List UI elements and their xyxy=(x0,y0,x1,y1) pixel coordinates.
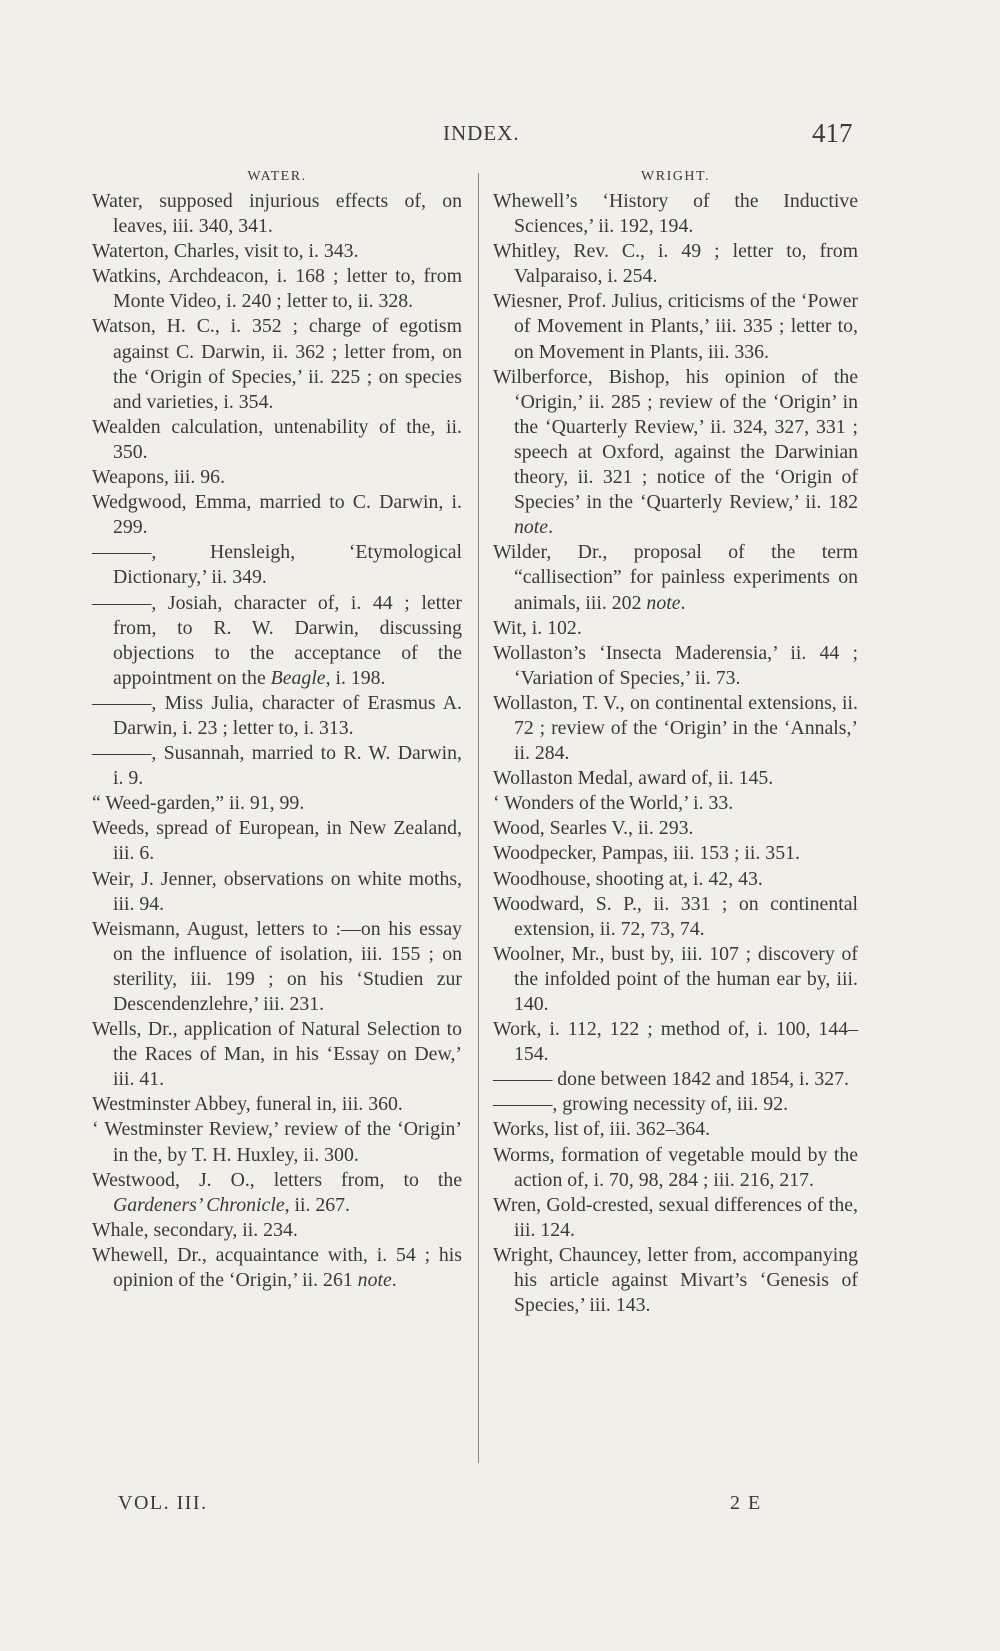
index-entry: Westwood, J. O., letters from, to the Gardeners’ Chronicle, ii. 267. xyxy=(92,1168,462,1216)
index-entry: ———, Hensleigh, ‘Etymological Dictionary,’ ii. 349. xyxy=(92,541,462,589)
right-column-heading: WRIGHT. xyxy=(641,169,710,184)
index-entry: ‘ Wonders of the World,’ i. 33. xyxy=(493,792,734,815)
index-entry: “ Weed-garden,” ii. 91, 99. xyxy=(92,792,305,815)
index-entry: Wilberforce, Bishop, his opinion of the ‘Origin,’ ii. 285 ; review of the ‘Origin’ in the ‘Quarterly Review,’ ii. 324, 327, 331 ; speech at Oxford, against the Darwinian theory, ii. 321 ; notice of the ‘Origin of Species’ in the ‘Quarterly Review,’ ii. 182 note. xyxy=(493,365,858,539)
index-entry: Wiesner, Prof. Julius, criticisms of the ‘Power of Movement in Plants,’ iii. 335 ; letter to, on Movement in Plants, iii. 336. xyxy=(493,290,858,363)
index-entry: Wilder, Dr., proposal of the term “callisection” for painless experiments on animals, iii. 202 note. xyxy=(493,541,858,614)
index-entry: Wit, i. 102. xyxy=(493,616,582,639)
index-entry: Weir, J. Jenner, observations on white moths, iii. 94. xyxy=(92,867,462,915)
index-entry: Whale, secondary, ii. 234. xyxy=(92,1218,298,1241)
right-index-column xyxy=(493,167,858,1318)
index-entry: Water, supposed injurious effects of, on leaves, iii. 340, 341. xyxy=(92,190,462,238)
index-entry: ———, Josiah, character of, i. 44 ; letter from, to R. W. Darwin, discussing objections to the acceptance of the appointment on the Beagle, i. 198. xyxy=(92,591,462,689)
left-column-heading: WATER. xyxy=(247,169,307,184)
index-entry: Woolner, Mr., bust by, iii. 107 ; discovery of the infolded point of the human ear by, iii. 140. xyxy=(493,942,858,1015)
volume-label: VOL. III. xyxy=(118,1492,208,1514)
index-entry: Whewell, Dr., acquaintance with, i. 54 ; his opinion of the ‘Origin,’ ii. 261 note. xyxy=(92,1243,462,1292)
page-number: 417 xyxy=(812,118,853,148)
index-entry: Works, list of, iii. 362–364. xyxy=(493,1118,711,1141)
index-entry: Wedgwood, Emma, married to C. Darwin, i. 299. xyxy=(92,491,462,539)
page-title: INDEX. xyxy=(443,121,520,145)
index-entry: Wood, Searles V., ii. 293. xyxy=(493,817,694,840)
index-entry: Wright, Chauncey, letter from, accompanying his article against Mivart’s ‘Genesis of Species,’ iii. 143. xyxy=(493,1243,858,1317)
index-entry: Wollaston, T. V., on continental extensions, ii. 72 ; review of the ‘Origin’ in the ‘Annals,’ ii. 284. xyxy=(493,691,858,765)
index-entry: Wells, Dr., application of Natural Selection to the Races of Man, in his ‘Essay on Dew,’ iii. 41. xyxy=(92,1018,462,1091)
index-entry: Worms, formation of vegetable mould by the action of, i. 70, 98, 284 ; iii. 216, 217. xyxy=(493,1143,858,1191)
index-entry: Woodhouse, shooting at, i. 42, 43. xyxy=(493,867,763,890)
index-entry: Wollaston’s ‘Insecta Maderensia,’ ii. 44 ; ‘Variation of Species,’ ii. 73. xyxy=(493,641,858,689)
index-entry: Woodward, S. P., ii. 331 ; on continental extension, ii. 72, 73, 74. xyxy=(493,892,858,940)
index-entry: ———, Miss Julia, character of Erasmus A. Darwin, i. 23 ; letter to, i. 313. xyxy=(92,691,462,739)
left-index-column xyxy=(92,167,462,1293)
index-entry: Watkins, Archdeacon, i. 168 ; letter to, from Monte Video, i. 240 ; letter to, ii. 328. xyxy=(92,265,462,313)
index-entry: Whitley, Rev. C., i. 49 ; letter to, from Valparaiso, i. 254. xyxy=(493,240,858,288)
index-entry: Waterton, Charles, visit to, i. 343. xyxy=(92,240,359,263)
index-entry: Westminster Abbey, funeral in, iii. 360. xyxy=(92,1093,403,1116)
index-entry: Weismann, August, letters to :—on his essay on the influence of isolation, iii. 155 ; on sterility, iii. 199 ; on his ‘Studien zur Descendenzlehre,’ iii. 231. xyxy=(92,917,462,1015)
index-entry: Work, i. 112, 122 ; method of, i. 100, 144–154. xyxy=(493,1018,858,1066)
signature-mark: 2 E xyxy=(730,1492,762,1514)
index-entry: Weeds, spread of European, in New Zealand, iii. 6. xyxy=(92,817,462,865)
index-entry: Weapons, iii. 96. xyxy=(92,466,226,489)
index-entry: Wren, Gold-crested, sexual differences of the, iii. 124. xyxy=(493,1193,858,1241)
right-entries-list xyxy=(493,189,858,1318)
index-entry: Woodpecker, Pampas, iii. 153 ; ii. 351. xyxy=(493,842,800,865)
index-entry: Watson, H. C., i. 352 ; charge of egotism against C. Darwin, ii. 362 ; letter from, on the ‘Origin of Species,’ ii. 225 ; on species and varieties, i. 354. xyxy=(92,315,462,413)
column-divider xyxy=(478,173,479,1463)
index-entry: Whewell’s ‘History of the Inductive Sciences,’ ii. 192, 194. xyxy=(493,190,858,238)
index-entry: ——— done between 1842 and 1854, i. 327. xyxy=(493,1068,850,1091)
index-entry: ———, Susannah, married to R. W. Darwin, i. 9. xyxy=(92,742,462,790)
index-entry: ———, growing necessity of, iii. 92. xyxy=(493,1093,789,1116)
index-entry: Wollaston Medal, award of, ii. 145. xyxy=(493,767,774,790)
index-entry: ‘ Westminster Review,’ review of the ‘Origin’ in the, by T. H. Huxley, ii. 300. xyxy=(92,1118,462,1166)
index-entry: Wealden calculation, untenability of the, ii. 350. xyxy=(92,415,462,463)
left-entries-list xyxy=(92,189,462,1293)
